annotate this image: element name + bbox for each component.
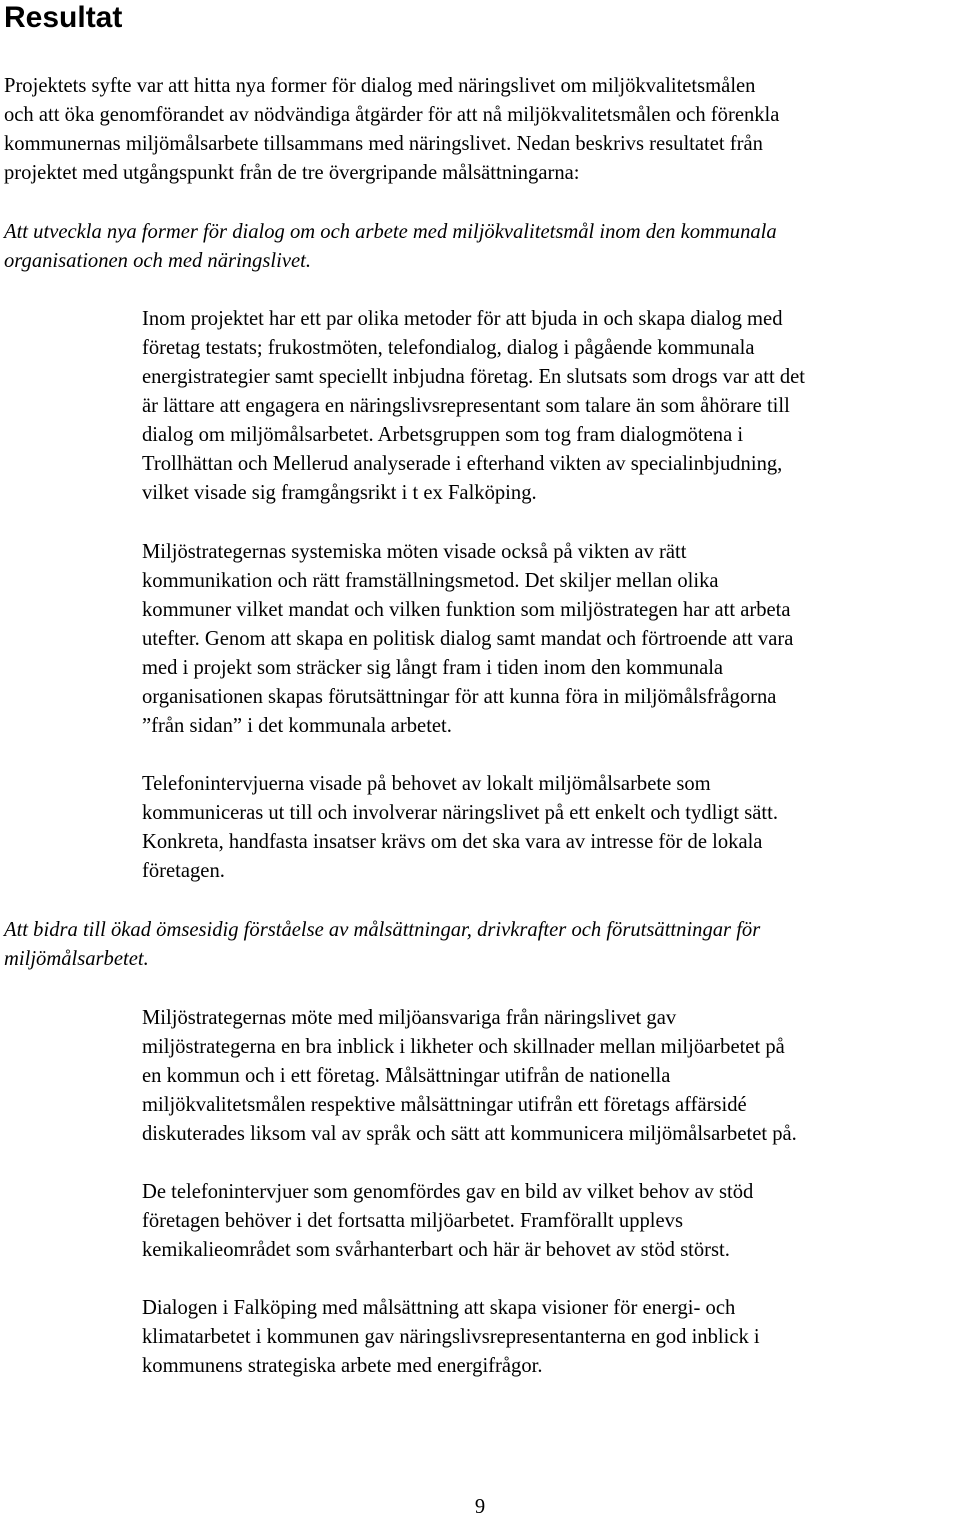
page-title: Resultat [4, 1, 123, 34]
text-line: företagen. [142, 860, 225, 882]
text-line: kommunikation och rätt framställningsmetod. Det skiljer mellan olika [142, 570, 719, 592]
text-line: och att öka genomförandet av nödvändiga åtgärder för att nå miljökvalitetsmålen och förenkla [4, 104, 780, 126]
text-line: utefter. Genom att skapa en politisk dialog samt mandat och förtroende att vara [142, 628, 794, 650]
text-line: en kommun och i ett företag. Målsättningar utifrån de nationella [142, 1065, 671, 1087]
text-line: Telefonintervjuerna visade på behovet av lokalt miljömålsarbete som [142, 773, 711, 795]
text-line: Att utveckla nya former för dialog om och arbete med miljökvalitetsmål inom den kommunala [4, 221, 777, 243]
text-line: Trollhättan och Mellerud analyserade i efterhand vikten av specialinbjudning, [142, 453, 783, 475]
text-line: Projektets syfte var att hitta nya former för dialog med näringslivet om miljökvalitetsmålen [4, 75, 756, 97]
text-line: kommunernas miljömålsarbete tillsammans med näringslivet. Nedan beskrivs resultatet från [4, 133, 763, 155]
text-line: företag testats; frukostmöten, telefondialog, dialog i pågående kommunala [142, 337, 755, 359]
text-line: projektet med utgångspunkt från de tre övergripande målsättningarna: [4, 162, 580, 184]
body-paragraph [142, 305, 805, 508]
body-paragraph [142, 1004, 797, 1149]
page-number: 9 [474, 1496, 486, 1518]
text-line: De telefonintervjuer som genomfördes gav en bild av vilket behov av stöd [142, 1181, 754, 1203]
intro-paragraph [4, 72, 779, 188]
text-line: dialog om miljömålsarbetet. Arbetsgruppen som tog fram dialogmötena i [142, 424, 744, 446]
text-line: kemikalieområdet som svårhanterbart och här är behovet av stöd störst. [142, 1239, 730, 1261]
text-line: är lättare att engagera en näringslivsrepresentant som talare än som åhörare till [142, 395, 790, 417]
text-line: företagen behöver i det fortsatta miljöarbetet. Framförallt upplevs [142, 1210, 683, 1232]
body-paragraph [142, 1178, 753, 1265]
text-line: organisationen skapas förutsättningar för att kunna föra in miljömålsfrågorna [142, 686, 777, 708]
text-line: diskuterades liksom val av språk och sätt att kommunicera miljömålsarbetet på. [142, 1123, 797, 1145]
text-line: energistrategier samt speciellt inbjudna företag. En slutsats som drogs var att det [142, 366, 806, 388]
text-line: ”från sidan” i det kommunala arbetet. [142, 715, 452, 737]
text-line: Miljöstrategernas möte med miljöansvariga från näringslivet gav [142, 1007, 677, 1029]
text-line: miljökvalitetsmålen respektive målsättningar utifrån ett företags affärsidé [142, 1094, 747, 1116]
text-line: Dialogen i Falköping med målsättning att skapa visioner för energi- och [142, 1297, 736, 1319]
text-line: Miljöstrategernas systemiska möten visade också på vikten av rätt [142, 541, 687, 563]
text-line: kommunens strategiska arbete med energifrågor. [142, 1355, 543, 1377]
text-line: Att bidra till ökad ömsesidig förståelse av målsättningar, drivkrafter och förutsättningar för [4, 919, 761, 941]
text-line: Konkreta, handfasta insatser krävs om det ska vara av intresse för de lokala [142, 831, 763, 853]
text-line: miljöstrategerna en bra inblick i likheter och skillnader mellan miljöarbetet på [142, 1036, 785, 1058]
text-line: med i projekt som sträcker sig långt fram i tiden inom den kommunala [142, 657, 724, 679]
text-line: miljömålsarbetet. [4, 948, 149, 970]
goal-heading-1 [4, 218, 777, 276]
body-paragraph [142, 770, 778, 886]
body-paragraph [142, 538, 793, 741]
text-line: vilket visade sig framgångsrikt i t ex Falköping. [142, 482, 537, 504]
text-line: kommuner vilket mandat och vilken funktion som miljöstrategen har att arbeta [142, 599, 791, 621]
text-line: organisationen och med näringslivet. [4, 250, 311, 272]
body-paragraph [142, 1294, 760, 1381]
text-line: Inom projektet har ett par olika metoder för att bjuda in och skapa dialog med [142, 308, 783, 330]
text-line: kommuniceras ut till och involverar näringslivet på ett enkelt och tydligt sätt. [142, 802, 778, 824]
goal-heading-2 [4, 916, 760, 974]
text-line: klimatarbetet i kommunen gav näringslivsrepresentanterna en god inblick i [142, 1326, 760, 1348]
